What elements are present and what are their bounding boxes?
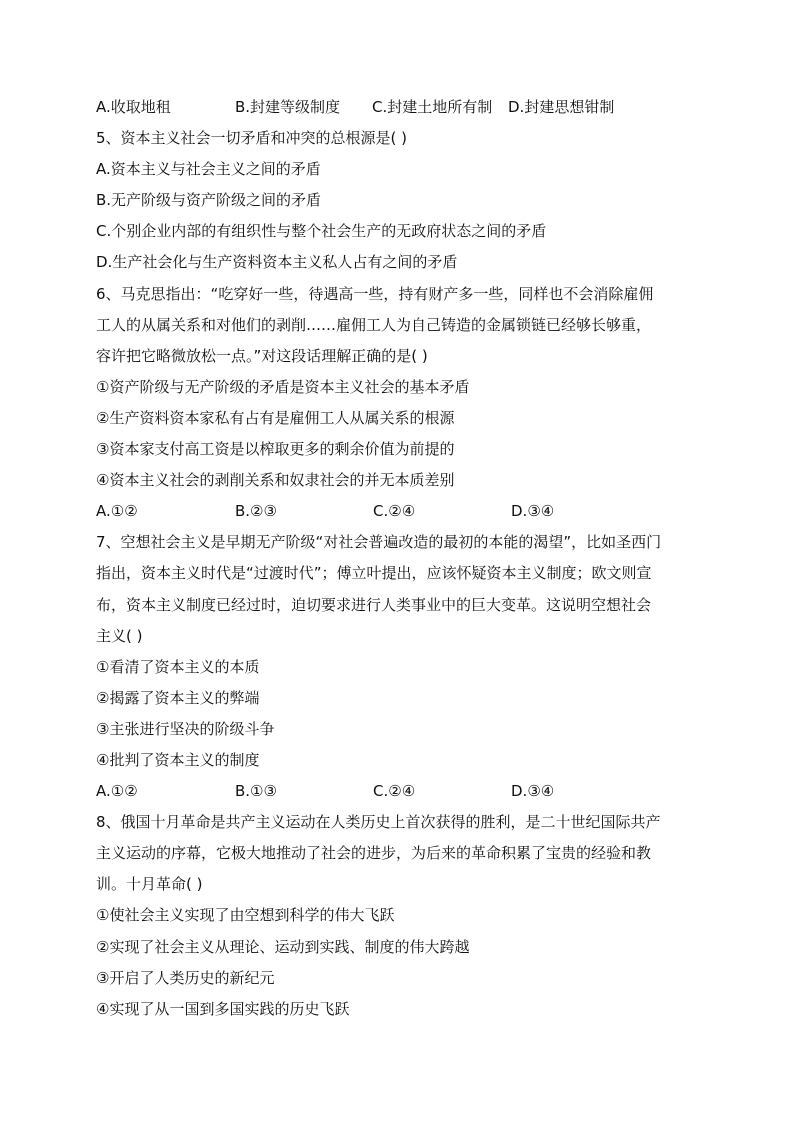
q7-item: ③主张进行坚决的阶级斗争 <box>96 719 275 738</box>
q7-item: ②揭露了资本主义的弊端 <box>96 688 260 707</box>
q6-option-a[interactable]: A.①② <box>96 502 138 521</box>
q5-option-b[interactable]: B.无产阶级与资产阶级之间的矛盾 <box>96 191 322 210</box>
q6-option-d[interactable]: D.③④ <box>511 502 555 521</box>
q6-option-b[interactable]: B.②③ <box>235 502 277 521</box>
q8-stem-line: 训。十月革命( ) <box>96 875 203 894</box>
q6-item: ②生产资料资本家私有占有是雇佣工人从属关系的根源 <box>96 408 455 427</box>
q8-item: ②实现了社会主义从理论、运动到实践、制度的伟大跨越 <box>96 937 470 956</box>
q6-stem-line: 工人的从属关系和对他们的剥削……雇佣工人为自己铸造的金属锁链已经够长够重， <box>96 315 652 334</box>
q4-option-d[interactable]: D.封建思想钳制 <box>508 98 615 116</box>
q7-option-d[interactable]: D.③④ <box>511 782 555 801</box>
q7-option-c[interactable]: C.②④ <box>373 782 416 801</box>
q7-stem-line: 主义( ) <box>96 626 143 645</box>
q5-option-c[interactable]: C.个别企业内部的有组织性与整个社会生产的无政府状态之间的矛盾 <box>96 222 547 241</box>
q8-item: ①使社会主义实现了由空想到科学的伟大飞跃 <box>96 906 395 925</box>
q6-item: ③资本家支付高工资是以榨取更多的剩余价值为前提的 <box>96 440 455 459</box>
q8-stem-line: 8、俄国十月革命是共产主义运动在人类历史上首次获得的胜利，是二十世纪国际共产 <box>96 813 661 832</box>
q7-item: ①看清了资本主义的本质 <box>96 657 260 676</box>
q8-item: ③开启了人类历史的新纪元 <box>96 968 275 987</box>
q6-options <box>96 496 706 527</box>
q4-option-a[interactable]: A.收取地租 <box>96 98 171 116</box>
q7-item: ④批判了资本主义的制度 <box>96 750 260 769</box>
q8-stem-line: 主义运动的序幕，它极大地推动了社会的进步，为后来的革命积累了宝贵的经验和教 <box>96 844 652 863</box>
q8-item: ④实现了从一国到多国实践的历史飞跃 <box>96 999 350 1018</box>
q7-stem-line: 7、空想社会主义是早期无产阶级“对社会普遍改造的最初的本能的渴望”，比如圣西门 <box>96 533 662 552</box>
q5-stem: 5、资本主义社会一切矛盾和冲突的总根源是( ) <box>96 129 408 148</box>
q5-option-d[interactable]: D.生产社会化与生产资料资本主义私人占有之间的矛盾 <box>96 253 458 272</box>
q6-item: ①资产阶级与无产阶级的矛盾是资本主义社会的基本矛盾 <box>96 377 470 396</box>
q5-option-a[interactable]: A.资本主义与社会主义之间的矛盾 <box>96 160 321 179</box>
q7-stem-line: 布，资本主义制度已经过时，迫切要求进行人类事业中的巨大变革。这说明空想社会 <box>96 595 652 614</box>
q7-option-b[interactable]: B.①③ <box>235 782 277 801</box>
q4-option-c[interactable]: C.封建土地所有制 <box>372 98 493 116</box>
q6-stem-line: 容许把它略微放松一点。”对这段话理解正确的是( ) <box>96 346 428 365</box>
q6-option-c[interactable]: C.②④ <box>373 502 416 521</box>
q7-stem-line: 指出，资本主义时代是“过渡时代”；傅立叶提出，应该怀疑资本主义制度；欧文则宣 <box>96 564 652 583</box>
q4-option-b[interactable]: B.封建等级制度 <box>235 98 341 116</box>
question-list <box>96 92 706 1025</box>
q6-item: ④资本主义社会的剥削关系和奴隶社会的并无本质差别 <box>96 471 455 490</box>
q7-option-a[interactable]: A.①② <box>96 782 138 801</box>
q7-options <box>96 776 706 807</box>
q6-stem-line: 6、马克思指出：“吃穿好一些，待遇高一些，持有财产多一些，同样也不会消除雇佣 <box>96 284 654 303</box>
q4-options <box>96 92 706 123</box>
